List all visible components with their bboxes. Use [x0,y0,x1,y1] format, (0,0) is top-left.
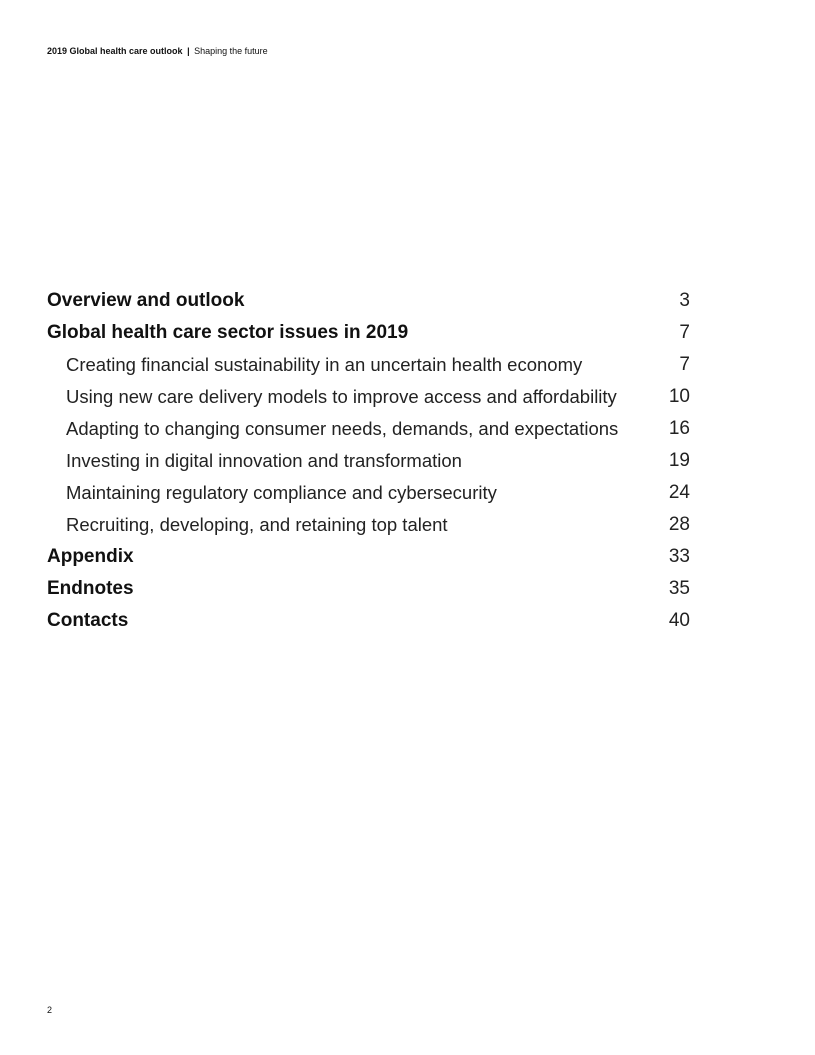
toc-entry-overview-and-outlook[interactable] [47,285,690,317]
toc-entry-page: 19 [668,450,690,471]
toc-entry-top-talent[interactable] [47,509,690,541]
toc-entry-page: 35 [668,578,690,599]
toc-entry-care-delivery-models[interactable] [47,381,690,413]
toc-entry-title: Recruiting, developing, and retaining top talent [66,514,448,535]
toc-entry-page: 10 [668,386,690,407]
toc-entry-digital-innovation[interactable] [47,445,690,477]
toc-entry-page: 7 [679,354,690,375]
toc-entry-page: 24 [668,482,690,503]
toc-entry-title: Adapting to changing consumer needs, demands, and expectations [66,418,619,439]
header-separator: | [187,46,190,56]
toc-entry-page: 16 [668,418,690,439]
toc-entry-page: 3 [679,290,690,311]
toc-entry-page: 28 [668,514,690,535]
running-header [47,45,268,57]
toc-entry-title: Creating financial sustainability in an uncertain health economy [66,354,583,375]
toc-entry-title: Using new care delivery models to improve access and affordability [66,386,617,407]
toc-entry-page: 40 [668,610,690,631]
toc-entry-global-sector-issues[interactable] [47,317,690,349]
toc-entry-endnotes[interactable] [47,573,690,605]
toc-entry-title: Contacts [47,610,129,631]
toc-entry-page: 7 [679,322,690,343]
toc-entry-page: 33 [668,546,690,567]
toc-entry-title: Appendix [47,546,134,567]
toc-entry-title: Overview and outlook [47,290,245,311]
toc-entry-title: Endnotes [47,578,134,599]
toc-entry-financial-sustainability[interactable] [47,349,690,381]
toc-entry-appendix[interactable] [47,541,690,573]
toc-entry-title: Maintaining regulatory compliance and cybersecurity [66,482,497,503]
toc-entry-regulatory-compliance[interactable] [47,477,690,509]
document-title: 2019 Global health care outlook [47,46,183,56]
toc-entry-title: Global health care sector issues in 2019 [47,322,409,343]
toc-entry-title: Investing in digital innovation and transformation [66,450,462,471]
toc-entry-contacts[interactable] [47,605,690,637]
document-subtitle: Shaping the future [194,46,268,56]
table-of-contents [47,285,690,637]
page-number: 2 [47,1005,53,1015]
toc-entry-consumer-needs[interactable] [47,413,690,445]
